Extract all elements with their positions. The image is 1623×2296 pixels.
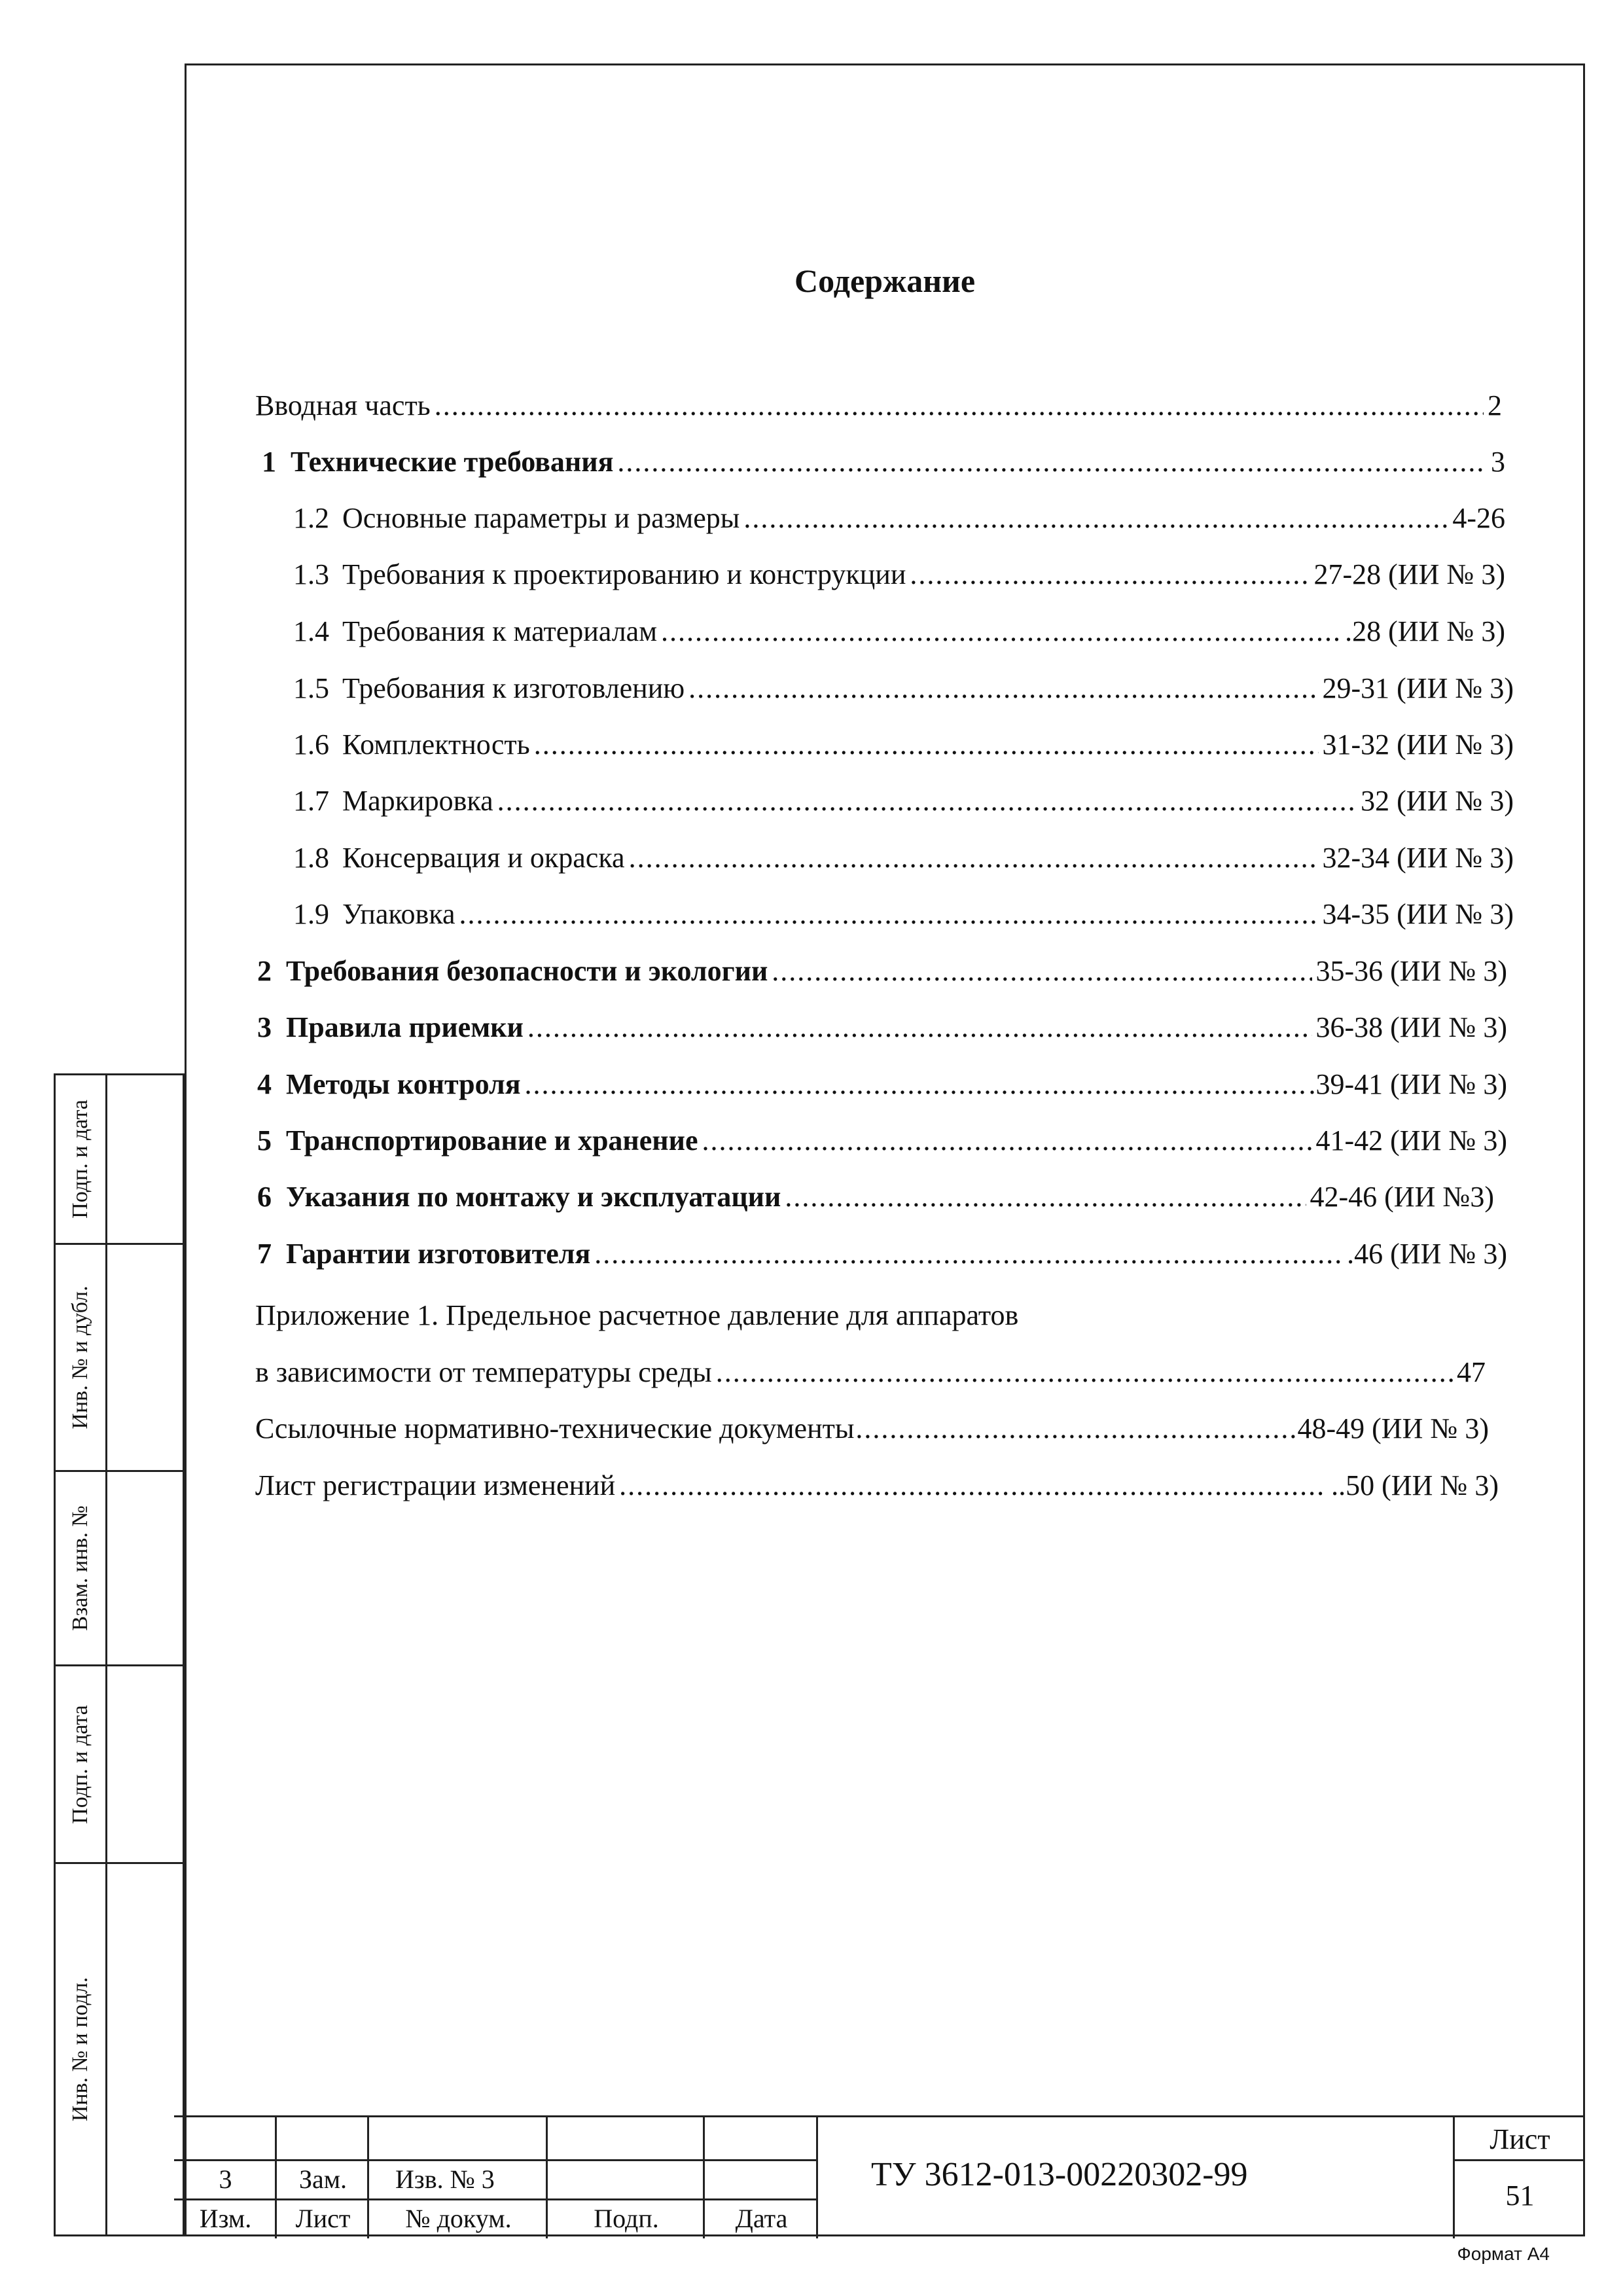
toc-entry-title: Упаковка [342,898,455,930]
leader-dots [702,1121,1312,1160]
toc-entry [255,386,1502,425]
leader-dots [661,612,1341,651]
toc-entry-page: 32 (ИИ № 3) [1361,785,1514,817]
toc-entry-number: 1.7 [293,785,329,817]
toc-entry-label [257,952,768,991]
toc-entry-label [257,1121,698,1160]
toc-entry-label [257,1065,521,1104]
toc-entry-title: Комплектность [342,728,530,761]
toc-entry-number: 1.9 [293,898,329,930]
toc-entry-page: 36-38 (ИИ № 3) [1315,1011,1507,1043]
document-code: ТУ 3612-013-00220302-99 [871,2156,1248,2193]
side-strip-2 [54,1243,185,1472]
leader-dots [910,555,1310,594]
leader-dots [617,442,1487,482]
toc-entry-label [293,555,906,594]
stamp-notice-number: Изв. № 3 [395,2164,495,2194]
toc-entry [257,1065,1507,1104]
toc-entry-title: Основные параметры и размеры [342,502,740,534]
toc-entry-number: 3 [257,1011,272,1043]
toc-entry-label [293,612,657,651]
toc-entry-page: .28 (ИИ № 3) [1345,615,1505,647]
toc-entry-number: 4 [257,1068,272,1100]
toc-entry [262,442,1505,482]
toc-entry-label [293,499,740,538]
appendix-label: в зависимости от температуры среды [255,1356,712,1388]
toc-entry-title: Вводная часть [255,389,431,422]
leader-dots [459,895,1319,934]
leader-dots [619,1466,1327,1505]
leader-dots [785,1177,1306,1217]
side-strip-5 [54,1862,185,2236]
toc-entry [293,895,1514,934]
toc-entry-page: .46 (ИИ № 3) [1347,1238,1507,1270]
toc-entry [293,499,1505,538]
leader-dots [688,669,1318,708]
leader-dots [743,499,1448,538]
toc-entry-label [293,838,625,878]
toc-entry-title: Требования к изготовлению [342,672,685,704]
refs-page: 48-49 (ИИ № 3) [1297,1412,1489,1444]
stamp-header-date: Дата [735,2204,788,2233]
toc-entry-title: Правила приемки [286,1011,524,1043]
toc-entry-label [255,386,431,425]
toc-entry-page: 41-42 (ИИ № 3) [1315,1124,1507,1157]
toc-entry [257,1177,1494,1217]
toc-entry-label [257,1008,524,1047]
side-label: Подп. и дата [68,1704,92,1824]
toc-entry [293,555,1505,594]
toc-entry-label [257,1177,781,1217]
toc-entry-page: .39-41 (ИИ № 3) [1308,1068,1507,1100]
toc-entry-page: 32-34 (ИИ № 3) [1322,842,1514,874]
leader-dots [629,838,1319,878]
toc-entry-title: Требования к материалам [342,615,658,647]
toc-entry [257,1234,1507,1274]
toc-entry-label [293,895,455,934]
changes-label: Лист регистрации изменений [255,1469,616,1501]
toc-entry-page: 31-32 (ИИ № 3) [1322,728,1514,761]
refs-label: Ссылочные нормативно-технические документы [255,1412,855,1444]
appendix-line-1: Приложение 1. Предельное расчетное давление для аппаратов [255,1299,1019,1331]
toc-entry-number: 1.3 [293,558,329,590]
toc-entry-number: 7 [257,1238,272,1270]
toc-entry-number: 1.2 [293,502,329,534]
stamp-sheet-change: Зам. [298,2164,348,2194]
toc-entry-label [293,781,493,821]
side-label: Инв. № и дубл. [68,1285,92,1429]
stamp-rev-number: 3 [219,2164,232,2194]
toc-entry-number: 1.5 [293,672,329,704]
toc-entry [293,669,1514,708]
toc-entry-title: Требования к проектированию и конструкции [342,558,906,590]
leader-dots [772,952,1311,991]
toc-entry-number: 2 [257,955,272,987]
leader-dots [435,386,1484,425]
toc-entry-page: 34-35 (ИИ № 3) [1322,898,1514,930]
toc-entry-title: Требования безопасности и экологии [286,955,768,987]
toc-entry [293,612,1505,651]
toc-entry-page: 42-46 (ИИ №3) [1310,1181,1494,1213]
toc-entry-title: Указания по монтажу и эксплуатации [286,1181,781,1213]
changes-line [255,1466,1499,1505]
leader-dots [534,725,1319,764]
leader-dots [497,781,1357,821]
leader-dots [855,1409,1296,1448]
toc-entry-title: Гарантии изготовителя [286,1238,591,1270]
toc-entry [293,781,1514,821]
toc-entry [257,1008,1507,1047]
toc-entry [257,952,1507,991]
toc-entry [293,838,1514,878]
side-strip-1 [54,1073,185,1245]
side-label: Инв. № и подл. [68,1977,92,2122]
appendix-line-2 [255,1353,1486,1392]
toc-entry-title: Методы контроля [286,1068,521,1100]
leader-dots [527,1008,1312,1047]
leader-dots [594,1234,1343,1274]
toc-entry-label [293,725,530,764]
changes-page: ..50 (ИИ № 3) [1331,1469,1499,1501]
toc-entry-number: 6 [257,1181,272,1213]
stamp-header-izm: Изм. [199,2204,252,2233]
refs-line [255,1409,1489,1448]
side-label: Взам. инв. № [68,1505,92,1631]
toc-entry [293,725,1514,764]
toc-entry-title: Транспортирование и хранение [286,1124,698,1157]
toc-entry-number: 1.6 [293,728,329,761]
toc-entry-label [262,442,613,482]
sheet-label: Лист [1489,2123,1550,2155]
toc-entry [257,1121,1507,1160]
appendix-page: 47 [1457,1356,1486,1388]
sheet-number: 51 [1505,2179,1535,2212]
toc-entry-number: 1 [262,446,276,478]
toc-entry-page: 35-36 (ИИ № 3) [1315,955,1507,987]
toc-entry-label [257,1234,590,1274]
leader-dots [525,1065,1305,1104]
toc-entry-page: 27-28 (ИИ № 3) [1313,558,1505,590]
side-strip-3 [54,1470,185,1666]
title-block [174,2115,1585,2238]
toc-entry-label [293,669,685,708]
leader-dots [716,1353,1453,1392]
toc-entry-title: Маркировка [342,785,493,817]
toc-entry-number: 5 [257,1124,272,1157]
format-label: Формат А4 [1457,2244,1550,2264]
toc-entry-page: 2 [1488,389,1502,422]
toc-entry-page: 29-31 (ИИ № 3) [1322,672,1514,704]
side-label: Подп. и дата [68,1100,92,1219]
toc-entry-number: 1.4 [293,615,329,647]
toc-entry-page: 3 [1491,446,1505,478]
toc-entry-title: Технические требования [291,446,614,478]
stamp-header-sign: Подп. [594,2204,659,2233]
toc-entry-number: 1.8 [293,842,329,874]
page-title: Содержание [794,262,976,299]
toc-entry-page: 4-26 [1452,502,1505,534]
stamp-header-list: Лист [295,2204,351,2233]
stamp-header-doc: № докум. [405,2204,512,2233]
side-strip-4 [54,1664,185,1864]
toc-entry-title: Консервация и окраска [342,842,625,874]
